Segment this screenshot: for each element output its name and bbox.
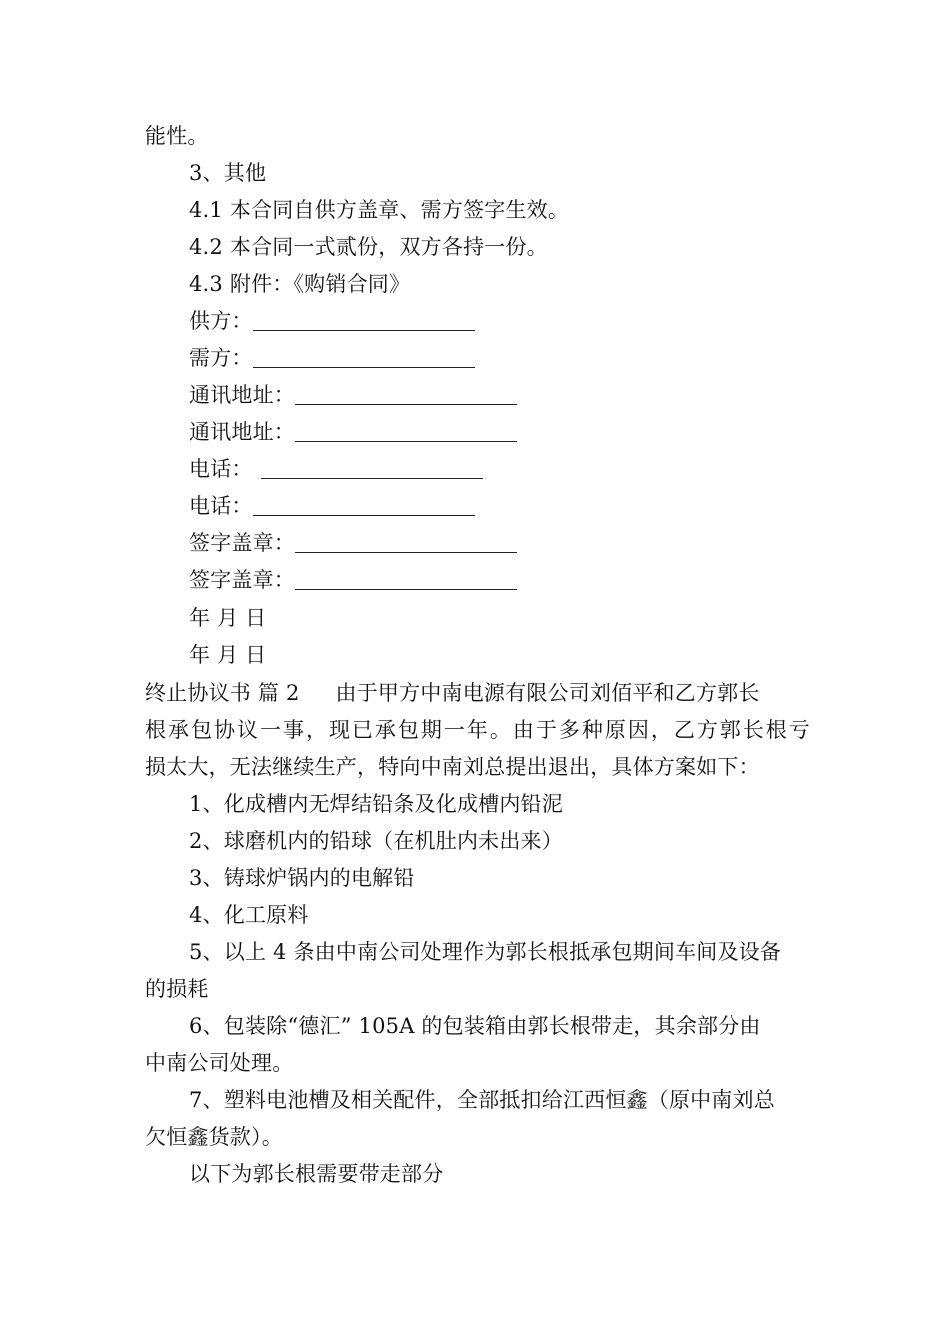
signature-label-2: 签字盖章： (189, 568, 295, 592)
list-item-5-line-2: 的损耗 (145, 977, 209, 1001)
list-item-4: 4、化工原料 (189, 903, 309, 927)
phone-field-1 (189, 451, 854, 488)
phone-blank-1 (261, 454, 483, 479)
address-field-2 (189, 414, 854, 451)
signature-field-2 (189, 562, 854, 599)
clause-4-2: 4.2 本合同一式贰份，双方各持一份。 (189, 235, 548, 259)
buyer-label: 需方： (189, 346, 253, 370)
section2-heading: 终止协议书 篇 2 (145, 681, 300, 705)
signature-blank-2 (295, 565, 517, 590)
list-item-1: 1、化成槽内无焊结铅条及化成槽内铅泥 (189, 792, 563, 816)
address-field-1 (189, 377, 854, 414)
date-line-2: 年 月 日 (189, 643, 267, 667)
date-line-1: 年 月 日 (189, 606, 267, 630)
address-blank-1 (295, 380, 517, 405)
supplier-label: 供方： (189, 309, 253, 333)
buyer-blank (253, 343, 475, 368)
phone-label-1: 电话： (189, 457, 253, 481)
clause-4-3: 4.3 附件：《购销合同》 (189, 272, 411, 296)
section2-heading-line (145, 675, 810, 712)
list-item-7-line-2: 欠恒鑫货款）。 (145, 1125, 283, 1149)
section2-intro-line-2: 根承包协议一事，现已承包期一年。由于多种原因，乙方郭长根亏 (145, 718, 810, 742)
section2-intro-start: 由于甲方中南电源有限公司刘佰平和乙方郭长 (335, 681, 760, 705)
list-item-6-line-1: 6、包装除“德汇” 105A 的包装箱由郭长根带走，其余部分由 (189, 1014, 761, 1038)
section-heading-other: 3、其他 (189, 161, 267, 185)
list-item-2: 2、球磨机内的铅球（在机肚内未出来） (189, 829, 563, 853)
list-item-6-line-2: 中南公司处理。 (145, 1051, 294, 1075)
buyer-field (189, 340, 854, 377)
phone-field-2 (189, 488, 854, 525)
list-item-5-line-1: 5、以上 4 条由中南公司处理作为郭长根抵承包期间车间及设备 (189, 940, 782, 964)
signature-label-1: 签字盖章： (189, 531, 295, 555)
list-item-3: 3、铸球炉锅内的电解铅 (189, 866, 415, 890)
address-label-2: 通讯地址： (189, 420, 295, 444)
supplier-blank (253, 306, 475, 331)
signature-blank-1 (295, 528, 517, 553)
closing-line: 以下为郭长根需要带走部分 (189, 1162, 444, 1186)
paragraph-line: 能性。 (145, 124, 209, 148)
clause-4-1: 4.1 本合同自供方盖章、需方签字生效。 (189, 198, 570, 222)
signature-field-1 (189, 525, 854, 562)
address-label-1: 通讯地址： (189, 383, 295, 407)
supplier-field (189, 303, 854, 340)
phone-blank-2 (253, 491, 475, 516)
list-item-7-line-1: 7、塑料电池槽及相关配件，全部抵扣给江西恒鑫（原中南刘总 (189, 1088, 775, 1112)
phone-label-2: 电话： (189, 494, 253, 518)
section2-intro-line-3: 损太大，无法继续生产，特向中南刘总提出退出，具体方案如下： (145, 755, 760, 779)
address-blank-2 (295, 417, 517, 442)
